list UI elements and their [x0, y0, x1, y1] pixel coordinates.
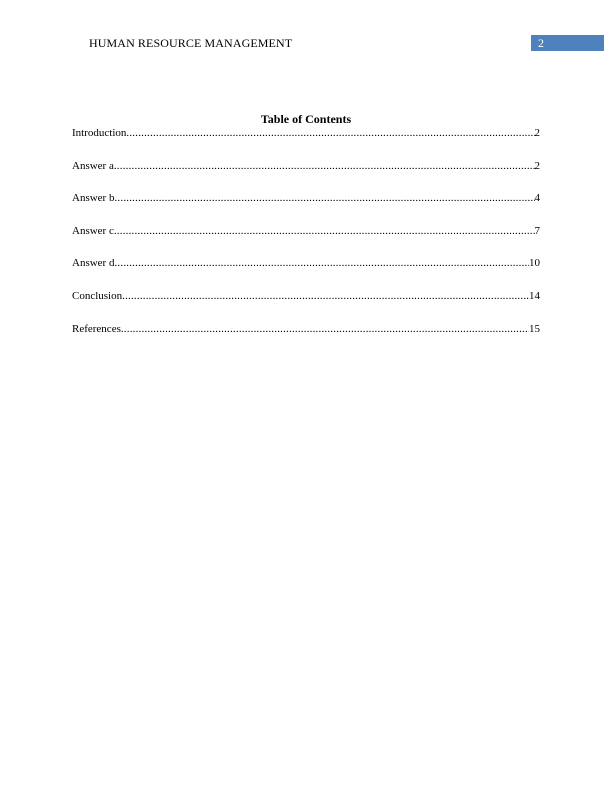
toc-entry-label: Conclusion: [72, 289, 123, 302]
page-header: [0, 0, 612, 60]
toc-entry-label: References: [72, 322, 121, 335]
toc-entry-page: 7: [534, 224, 540, 237]
toc-entry-page: 2: [534, 159, 540, 172]
toc-entry-page: 15: [529, 322, 540, 335]
page-number-badge: 2: [531, 35, 604, 51]
toc-dot-leader: [122, 290, 529, 303]
toc-dot-leader: [114, 257, 529, 270]
table-of-contents: [72, 112, 540, 355]
toc-title: Table of Contents: [260, 112, 352, 126]
toc-entry-page: 2: [534, 127, 540, 139]
running-head-title: HUMAN RESOURCE MANAGEMENT: [89, 36, 293, 50]
toc-entry-answer-b[interactable]: [72, 192, 540, 205]
toc-dot-leader: [114, 225, 535, 238]
toc-entry-page: 10: [529, 257, 540, 270]
toc-entry-page: 4: [534, 192, 540, 205]
toc-entry-label: Introduction: [72, 127, 127, 139]
toc-entry-label: Answer b: [72, 192, 115, 205]
toc-entry-answer-d[interactable]: [72, 257, 540, 270]
toc-entry-label: Answer c: [72, 224, 114, 237]
toc-entry-label: Answer a: [72, 159, 114, 172]
toc-entry-answer-a[interactable]: [72, 160, 540, 173]
toc-dot-leader: [114, 160, 535, 173]
toc-dot-leader: [121, 323, 529, 336]
toc-dot-leader: [126, 127, 534, 140]
toc-entry-introduction[interactable]: [72, 127, 540, 140]
toc-entry-answer-c[interactable]: [72, 225, 540, 238]
toc-entry-label: Answer d: [72, 257, 115, 270]
toc-dot-leader: [114, 192, 534, 205]
toc-entry-references[interactable]: [72, 323, 540, 336]
toc-list: [72, 127, 540, 336]
toc-entry-page: 14: [529, 289, 540, 302]
toc-entry-conclusion[interactable]: [72, 290, 540, 303]
